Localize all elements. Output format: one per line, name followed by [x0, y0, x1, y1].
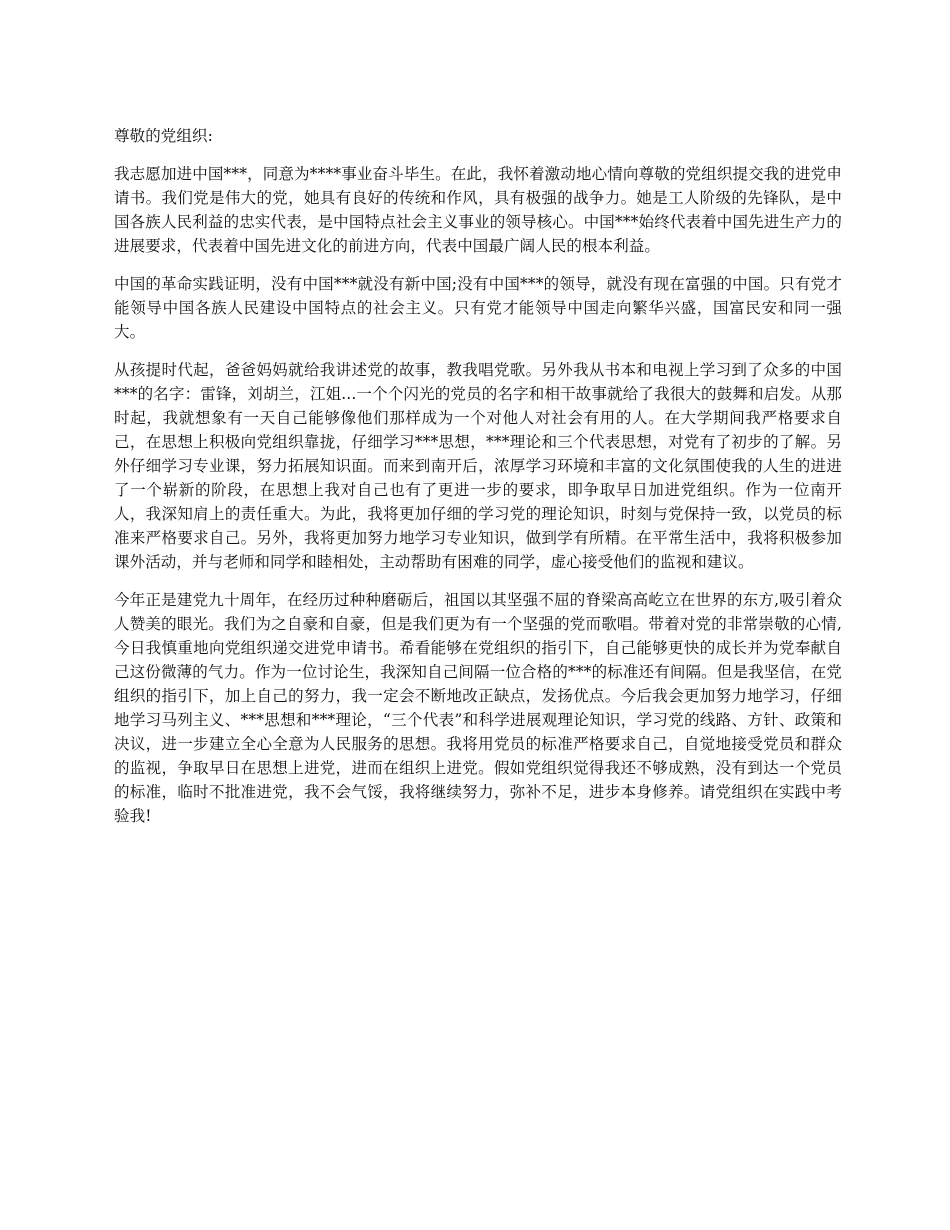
salutation: 尊敬的党组织:: [114, 127, 213, 145]
paragraph-4: 今年正是建党九十周年，在经历过种种磨砺后，祖国以其坚强不屈的脊梁高高屹立在世界的东方,吸引着众人赞美的眼光。我们为之自豪和自豪，但是我们更为有一个坚强的党而歌唱。带着对党的非常崇敬的心情, 今日我慎重地向党组织递交进党申请书。希看能够在党组织的指引下，自己能够更快的成长并为党奉献自己这份微薄的气力。作为一位讨论生，我深知自己间隔一位合格的***的标准还有间隔。但是我坚信，在党组织的指引下，加上自己的努力，我一定会不断地改正缺点，发扬优点。今后我会更加努力地学习，仔细地学习马列主义、***思想和***理论，“三个代表”和科学进展观理论知识，学习党的线路、方针、政策和决议，进一步建立全心全意为人民服务的思想。我将用党员的标准严格要求自己，自觉地接受党员和群众的监视，争取早日在思想上进党，进而在组织上进党。假如党组织觉得我还不够成熟，没有到达一个党员的标准，临时不批准进党，我不会气馁，我将继续努力，弥补不足，进步本身修养。请党组织在实践中考验我!: [114, 591, 842, 825]
document-body: [114, 124, 842, 842]
paragraph-2: 中国的革命实践证明，没有中国***就没有新中国;没有中国***的领导，就没有现在富强的中国。只有党才能领导中国各族人民建设中国特点的社会主义。只有党才能领导中国走向繁华兴盛，国富民安和同一强大。: [114, 275, 842, 341]
paragraph-1: 我志愿加进中国***，同意为****事业奋斗毕生。在此，我怀着激动地心情向尊敬的党组织提交我的进党申请书。我们党是伟大的党，她具有良好的传统和作风，具有极强的战争力。她是工人阶级的先锋队，是中国各族人民利益的忠实代表，是中国特点社会主义事业的领导核心。中国***始终代表着中国先进生产力的进展要求，代表着中国先进文化的前进方向，代表中国最广阔人民的根本利益。: [114, 165, 842, 255]
paragraph-3: 从孩提时代起，爸爸妈妈就给我讲述党的故事，教我唱党歌。另外我从书本和电视上学习到了众多的中国***的名字：雷锋，刘胡兰，江姐...一个个闪光的党员的名字和相干故事就给了我很大的鼓舞和启发。从那时起，我就想象有一天自己能够像他们那样成为一个对他人对社会有用的人。在大学期间我严格要求自己，在思想上积极向党组织靠拢，仔细学习***思想，***理论和三个代表思想，对党有了初步的了解。另外仔细学习专业课，努力拓展知识面。而来到南开后，浓厚学习环境和丰富的文化氛围使我的人生的进进了一个崭新的阶段，在思想上我对自己也有了更进一步的要求，即争取早日加进党组织。作为一位南开人，我深知肩上的责任重大。为此，我将更加仔细的学习党的理论知识，时刻与党保持一致，以党员的标准来严格要求自己。另外，我将更加努力地学习专业知识，做到学有所精。在平常生活中，我将积极参加课外活动，并与老师和同学和睦相处，主动帮助有困难的同学，虚心接受他们的监视和建议。: [114, 361, 842, 571]
